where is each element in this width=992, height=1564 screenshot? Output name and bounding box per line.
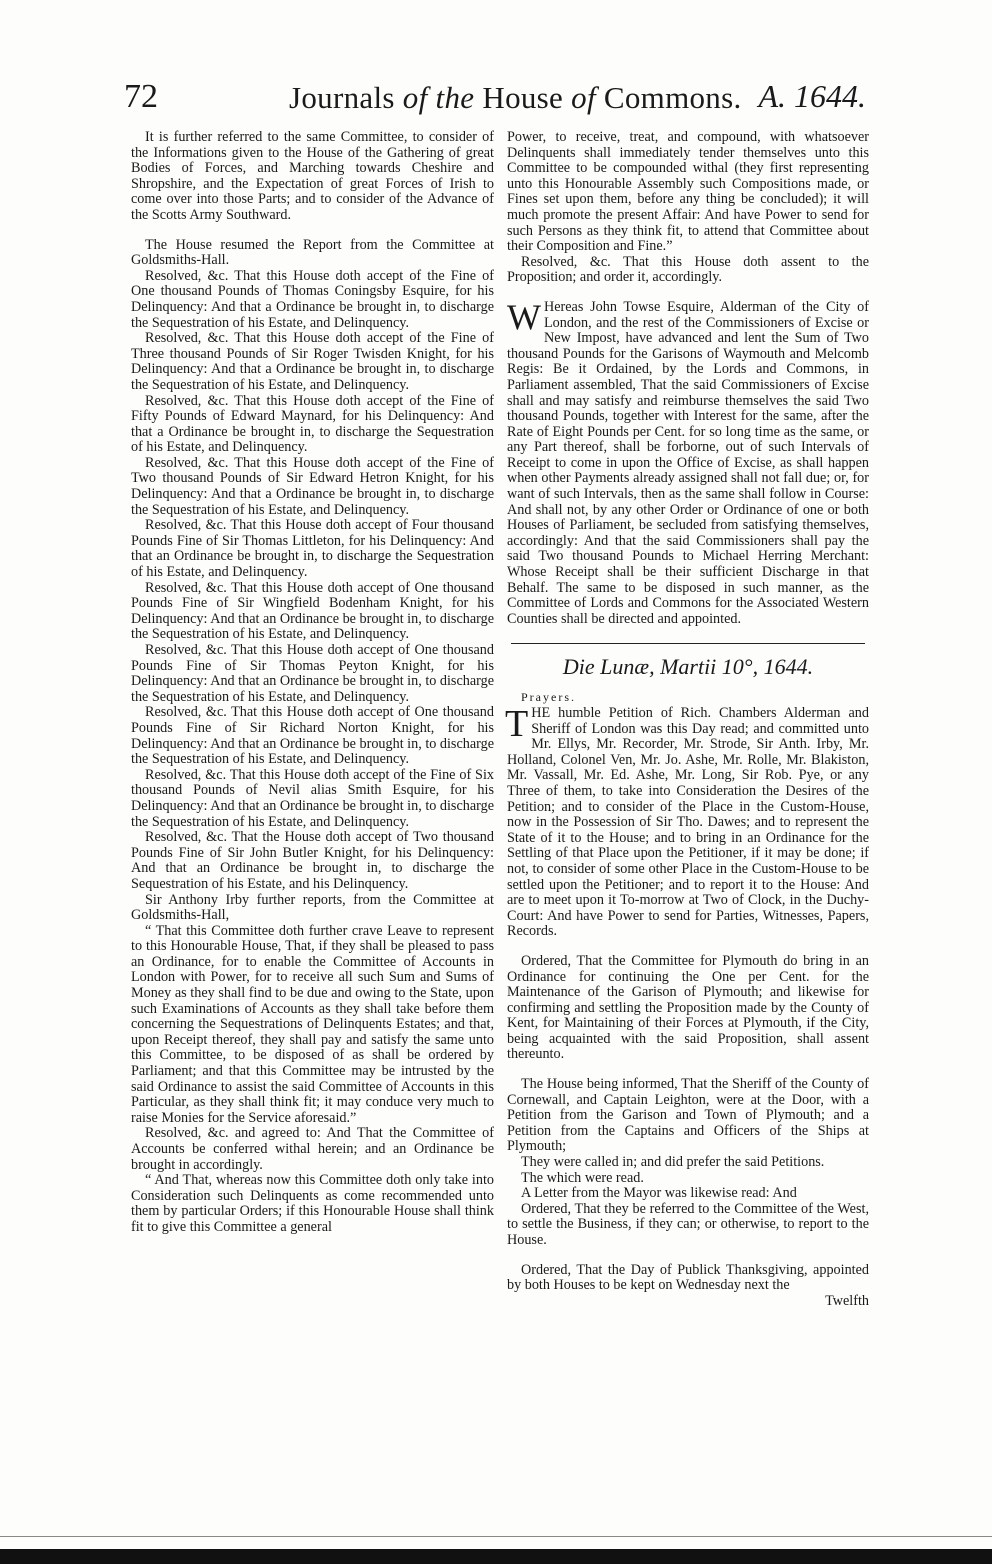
paragraph: The House resumed the Report from the Committee at Goldsmiths-Hall. bbox=[131, 236, 494, 269]
paragraph: The which were read. bbox=[521, 1169, 644, 1186]
journal-title: Journals of the House of Commons. bbox=[289, 80, 742, 115]
paragraph: Ordered, That the Day of Publick Thanksgiving, appointed by both Houses to be kept on Wednesday next the bbox=[507, 1261, 869, 1294]
paragraph: Power, to receive, treat, and compound, with whatsoever Delinquents shall immediately tender themselves unto this Committee to be compounded withal (they first representing unto this Honourable Assembly such Compositions made, or Fines set upon them, before any thing be concluded); it will much promote the present Affair: And have Power to send for such Persons as they think fit, to attend that Committee about their Composition and Fine.” bbox=[507, 129, 869, 255]
day-heading: Die Lunæ, Martii 10°, 1644. bbox=[562, 654, 814, 680]
paragraph: Resolved, &c. That this House doth assent to the Proposition; and order it, accordingly. bbox=[507, 253, 869, 286]
page-header bbox=[124, 78, 866, 124]
paragraph: Sir Anthony Irby further reports, from the Committee at Goldsmiths-Hall, bbox=[131, 891, 494, 924]
paragraph: Resolved, &c. That the House doth accept of Two thousand Pounds Fine of Sir John Butler Knight, for his Delinquency: And that an Ordinance be brought in, to discharge the Sequestration of his Estate, and his Delinquency. bbox=[131, 829, 494, 892]
catchword: Twelfth bbox=[825, 1292, 869, 1309]
left-column bbox=[131, 130, 494, 1236]
paragraph: “ And That, whereas now this Committee doth only take into Consideration such Delinquents as come recommended unto them by particular Orders; if this Honourable House shall think fit to give this Committee a general bbox=[131, 1172, 494, 1235]
paragraph: Resolved, &c. That this House doth accept of the Fine of Two thousand Pounds of Sir Edward Hetron Knight, for his Delinquency: And that a Ordinance be brought in, to discharge the Sequestration of his Estate, and Delinquency. bbox=[131, 454, 494, 518]
prayers-label: Prayers. bbox=[521, 690, 576, 705]
header-year: A. 1644. bbox=[758, 78, 866, 114]
paragraph: Resolved, &c. and agreed to: And That the Committee of Accounts be conferred withal herein; and an Ordinance be brought in accordingly. bbox=[131, 1125, 494, 1173]
section-divider bbox=[511, 643, 865, 644]
scan-edge-line bbox=[0, 1536, 992, 1537]
drop-capital: W bbox=[507, 296, 541, 337]
paragraph: Resolved, &c. That this House doth accept of One thousand Pounds Fine of Sir Thomas Peyton Knight, for his Delinquency: And that an Ordinance be brought in, to discharge the Sequestration of his Estate, and Delinquency. bbox=[131, 642, 494, 705]
paragraph: THE humble Petition of Rich. Chambers Alderman and Sheriff of London was this Day read; and committed unto Mr. Ellys, Mr. Recorder, Mr. Strode, Sir Anth. Irby, Mr. Holland, Colonel Ven, Mr. Jo. Ashe, Mr. Rolle, Mr. Blakiston, Mr. Vassall, Mr. Ed. Ashe, Mr. Long, Sir Rob. Pye, or any Three of them, to take into Consideration the Desires of the Petition; and to consider of the Place in the Custom-House, now in the Possession of Sir Tho. Dawes; and to represent the State of it to the House; and to bring in an Ordinance for the Settling of that Place upon the Petitioner, if it may be done; if not, to consider of some other Place in the Custom-House to be settled upon the Petitioner; and to report it to the House: And are to meet upon it To-morrow at Two of Clock, in the Duchy-Court: And have Power to send for Parties, Witnesses, Papers, Records. bbox=[505, 703, 869, 940]
paragraph: A Letter from the Mayor was likewise read: And bbox=[521, 1185, 797, 1202]
paragraph: Ordered, That the Committee for Plymouth do bring in an Ordinance for continuing the One per Cent. for the Maintenance of the Garison of Plymouth; and likewise for confirming and settling the Proposition made by the County of Kent, for Maintaining of their Forces at Plymouth, if the City, being acquainted with the said Proposition, shall assent thereunto. bbox=[507, 952, 869, 1063]
drop-capital: T bbox=[505, 703, 529, 745]
paragraph: “ That this Committee doth further crave Leave to represent to this Honourable House, That, if they shall be pleased to pass an Ordinance, for to enable the Committee of Accounts in London with Power, for to receive all such Sum and Sums of Money as they shall find to be due and owing to the State, upon such Examinations of Accounts as they shall take before them concerning the Sequestrations of Delinquents Estates; and that, upon Receipt thereof, they shall pay and satisfy the same unto this Committee, to be disposed of as shall be ordered by Parliament; and that this Committee may be intrusted by the said Ordinance to assist the said Committee of Accounts in this Particular, as they shall think fit; it may conduce very much to raise Monies for the Service aforesaid.” bbox=[131, 922, 494, 1126]
paragraph: It is further referred to the same Committee, to consider of the Informations given to the House of the Gathering of great Bodies of Forces, and Marching towards Cheshire and Shropshire, and the Expectation of great Forces of Irish to come over into those Parts; and to consider of the Advance of the Scotts Army Southward. bbox=[131, 129, 494, 223]
paragraph: Resolved, &c. That this House doth accept of Four thousand Pounds Fine of Sir Thomas Littleton, for his Delinquency: And that an Ordinance be brought in, to discharge the Sequestration of his Estate, and Delinquency. bbox=[131, 517, 494, 581]
paragraph: Resolved, &c. That this House doth accept of the Fine of One thousand Pounds of Thomas Coningsby Esquire, for his Delinquency: And that a Ordinance be brought in, to discharge the Sequestration of his Estate, and Delinquency. bbox=[131, 267, 494, 331]
paragraph: Resolved, &c. That this House doth accept of the Fine of Three thousand Pounds of Sir Roger Twisden Knight, for his Delinquency: And that a Ordinance be brought in, to discharge the Sequestration of his Estate, and Delinquency. bbox=[131, 330, 494, 393]
paragraph: They were called in; and did prefer the said Petitions. bbox=[521, 1154, 825, 1171]
paragraph: Resolved, &c. That this House doth accept of One thousand Pounds Fine of Sir Wingfield Bodenham Knight, for his Delinquency: And that an Ordinance be brought in, to discharge the Sequestration of his Estate, and Delinquency. bbox=[131, 579, 494, 643]
ordinance-paragraph: W Hereas John Towse Esquire, Alderman of the City of London, and the rest of the Commissioners of Excise or New Impost, have advanced and lent the Sum of Two thousand Pounds for the Garisons of Waymouth and Melcomb Regis: Be it Ordained, by the Lords and Commons, in Parliament assembled, That the said Commissioners of Excise shall and may satisfy and reimburse themselves the said Two thousand Pounds, together with Interest for the same, after the Rate of Eight Pounds per Cent. for so long time as the same, or any Part thereof, shall be forborne, out of such Intervals of Receipt to come in upon the Office of Excise, as shall happen when other Payments already assigned shall not fall due; or, for want of such Intervals, then as the same shall follow in Course: And shall not, by any other Order or Ordinance of one or both Houses of Parliament, be secluded from satisfying themselves, accordingly: And that the said Commissioners shall pay the said Two thousand Pounds to Michael Herring Merchant: Whose Receipt shall be their sufficient Discharge in that Behalf. The same to be disposed in such manner, as the Committee of Lords and Commons for the Associated Western Counties shall be directed and appointed. bbox=[507, 296, 869, 627]
paragraph: The House being informed, That the Sheriff of the County of Cornewall, and Captain Leighton, were at the Door, with a Petition from the Garison and Town of Plymouth; and a Petition from the Captains and Officers of the Ships at Plymouth; bbox=[507, 1076, 869, 1155]
paragraph: Ordered, That they be referred to the Committee of the West, to settle the Business, if they can; or otherwise, to report to the House. bbox=[507, 1200, 869, 1248]
right-column bbox=[507, 130, 869, 1309]
scan-edge-bar bbox=[0, 1549, 992, 1564]
paragraph: Resolved, &c. That this House doth accept of the Fine of Six thousand Pounds of Nevil alias Smith Esquire, for his Delinquency: And that an Ordinance be brought in, to discharge the Sequestration of his Estate, and Delinquency. bbox=[131, 766, 494, 830]
paragraph: Resolved, &c. That this House doth accept of One thousand Pounds Fine of Sir Richard Norton Knight, for his Delinquency: And that an Ordinance be brought in, to discharge the Sequestration of his Estate, and Delinquency. bbox=[131, 704, 494, 768]
paragraph: Resolved, &c. That this House doth accept of the Fine of Fifty Pounds of Edward Maynard, for his Delinquency: And that a Ordinance be brought in, to discharge the Sequestration of his Estate, and Delinquency. bbox=[131, 392, 494, 456]
page-number: 72 bbox=[124, 78, 158, 115]
